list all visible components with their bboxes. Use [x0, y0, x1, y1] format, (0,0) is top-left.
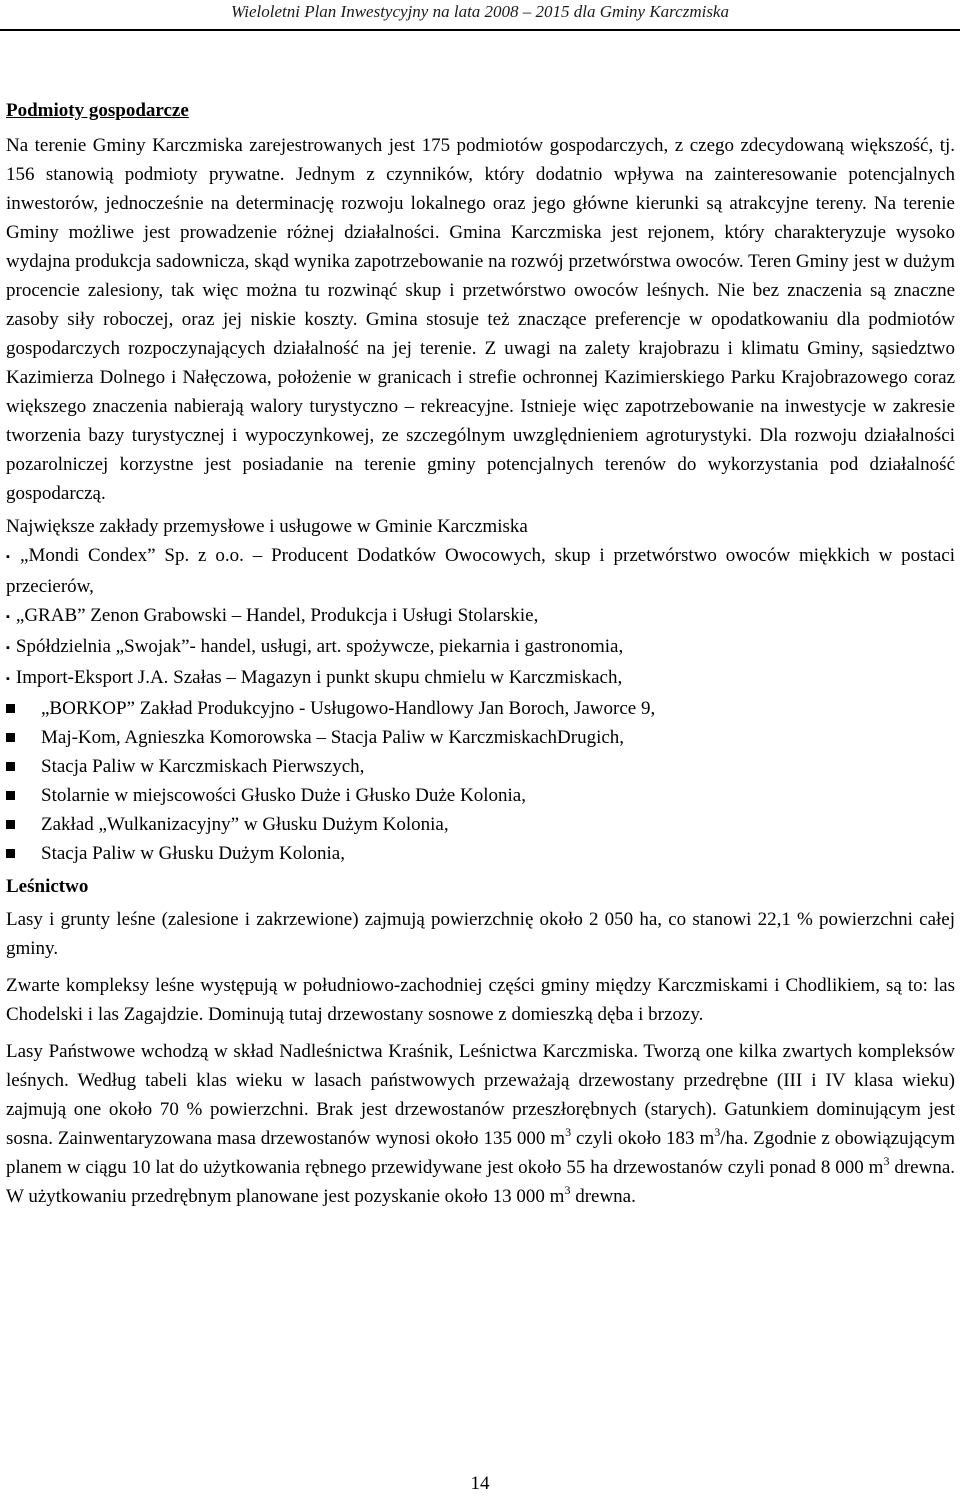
list-item — [6, 632, 955, 663]
list-item-text: Zakład „Wulkanizacyjny” w Głusku Dużym Kolonia, — [41, 814, 449, 835]
bullet-icon — [6, 704, 15, 713]
company-list-small-bullets — [6, 541, 955, 694]
paragraph-forestry-3 — [6, 1037, 955, 1211]
bullet-icon: ▪ — [6, 642, 10, 654]
list-item-text: „GRAB” Zenon Grabowski – Handel, Produkcja i Usługi Stolarskie, — [15, 605, 539, 626]
text-run: /ha. Zgodnie z obowiązującym planem w ciągu 10 lat do użytkowania rębnego przewidywane jest około 55 ha drzewostanów czyli ponad 8 000 m — [6, 1128, 955, 1178]
bullet-icon — [6, 762, 15, 771]
superscript: 3 — [883, 1154, 890, 1168]
list-item-text: Spółdzielnia „Swojak”- handel, usługi, art. spożywcze, piekarnia i gastronomia, — [15, 636, 624, 657]
list-item — [6, 781, 955, 810]
bullet-icon: ▪ — [6, 551, 15, 563]
list-item — [6, 810, 955, 839]
text-run: Lasy Państwowe wchodzą w skład Nadleśnictwa Kraśnik, Leśnictwa Karczmiska. Tworzą one kilka zwartych kompleksów leśnych. Według tabeli klas wieku w lasach państwowych przeważają drzewostany przedrębne (III i IV klasa wieku) zajmują one około 70 % powierzchni. Brak jest drzewostanów przeszłorębnych (starych). Gatunkiem dominującym jest sosna. Zainwentaryzowana masa drzewostanów wynosi około 135 000 m — [6, 1041, 955, 1149]
bullet-icon — [6, 820, 15, 829]
list-item-text: „Mondi Condex” Sp. z o.o. – Producent Dodatków Owocowych, skup i przetwórstwo owoców miękkich w postaci przecierów, — [6, 545, 955, 597]
text-run: drewna. — [570, 1186, 636, 1207]
list-item-text: Stolarnie w miejscowości Głusko Duże i Głusko Duże Kolonia, — [41, 785, 526, 806]
paragraph-business: Na terenie Gminy Karczmiska zarejestrowanych jest 175 podmiotów gospodarczych, z czego zdecydowaną większość, tj. 156 stanowią podmioty prywatne. Jednym z czynników, który dodatnio wpływa na zainteresowanie potencjalnych inwestorów, jednocześnie na determinację rozwoju lokalnego oraz jego główne kierunki są atrakcyjne tereny. Na terenie Gminy możliwe jest prowadzenie różnej działalności. Gmina Karczmiska jest rejonem, który charakteryzuje wysoko wydajna produkcja sadownicza, skąd wynika zapotrzebowanie na rozwój przetwórstwa owoców. Teren Gminy jest w dużym procencie zalesiony, tak więc można tu rozwinąć skup i przetwórstwo owoców leśnych. Nie bez znaczenia są znaczne zasoby siły roboczej, oraz jej niskie koszty. Gmina stosuje też znaczące preferencje w opodatkowaniu dla podmiotów gospodarczych rozpoczynających działalność na jej terenie. Z uwagi na zalety krajobrazu i klimatu Gminy, sąsiedztwo Kazimierza Dolnego i Nałęczowa, położenie w granicach i strefie ochronnej Kazimierskiego Parku Krajobrazowego coraz większego znaczenia nabierają walory turystyczno – rekreacyjne. Istnieje więc zapotrzebowanie na inwestycje w zakresie tworzenia bazy turystycznej i wypoczynkowej, ze szczególnym uwzględnieniem agroturystyki. Dla rozwoju działalności pozarolniczej korzystne jest posiadanie na terenie gminy potencjalnych terenów do wykorzystania pod działalność gospodarczą. — [6, 135, 955, 504]
section-title-forestry: Leśnictwo — [6, 876, 89, 897]
bullet-icon — [6, 849, 15, 858]
text-run: czyli około 183 m — [571, 1128, 715, 1149]
list-item — [6, 752, 955, 781]
list-item-text: Stacja Paliw w Głusku Dużym Kolonia, — [41, 843, 345, 864]
page-content — [6, 96, 955, 1211]
bullet-icon: ▪ — [6, 611, 10, 623]
paragraph-forestry-2: Zwarte kompleksy leśne występują w południowo-zachodniej części gminy między Karczmiskami i Chodlikiem, są to: las Chodelski i las Zagajdzie. Dominują tutaj drzewostany sosnowe z domieszką dęba i brzozy. — [6, 975, 955, 1025]
text-run: drewna. W użytkowaniu przedrębnym planowane jest pozyskanie około 13 000 m — [6, 1157, 955, 1207]
list-intro: Największe zakłady przemysłowe i usługowe w Gminie Karczmiska — [6, 516, 528, 537]
list-item — [6, 723, 955, 752]
list-item — [6, 839, 955, 868]
list-item — [6, 694, 955, 723]
list-item-text: „BORKOP” Zakład Produkcyjno - Usługowo-Handlowy Jan Boroch, Jaworce 9, — [41, 698, 656, 719]
bullet-icon — [6, 733, 15, 742]
paragraph-forestry-1: Lasy i grunty leśne (zalesione i zakrzewione) zajmują powierzchnię około 2 050 ha, co stanowi 22,1 % powierzchni całej gminy. — [6, 909, 955, 959]
superscript: 3 — [714, 1125, 721, 1139]
running-header: Wieloletni Plan Inwestycyjny na lata 2008 – 2015 dla Gminy Karczmiska — [231, 2, 729, 21]
list-item — [6, 663, 955, 694]
superscript: 3 — [564, 1183, 571, 1197]
bullet-icon — [6, 791, 15, 800]
list-item-text: Maj-Kom, Agnieszka Komorowska – Stacja Paliw w KarczmiskachDrugich, — [41, 727, 625, 748]
list-item-text: Stacja Paliw w Karczmiskach Pierwszych, — [41, 756, 365, 777]
superscript: 3 — [565, 1125, 572, 1139]
header-rule — [0, 29, 960, 31]
list-item — [6, 541, 955, 601]
page-number: 14 — [470, 1473, 490, 1494]
company-list-large-bullets — [6, 694, 955, 868]
bullet-icon: ▪ — [6, 673, 10, 685]
list-item — [6, 601, 955, 632]
list-item-text: Import-Eksport J.A. Szałas – Magazyn i punkt skupu chmielu w Karczmiskach, — [15, 667, 623, 688]
section-title-business: Podmioty gospodarcze — [6, 100, 189, 121]
